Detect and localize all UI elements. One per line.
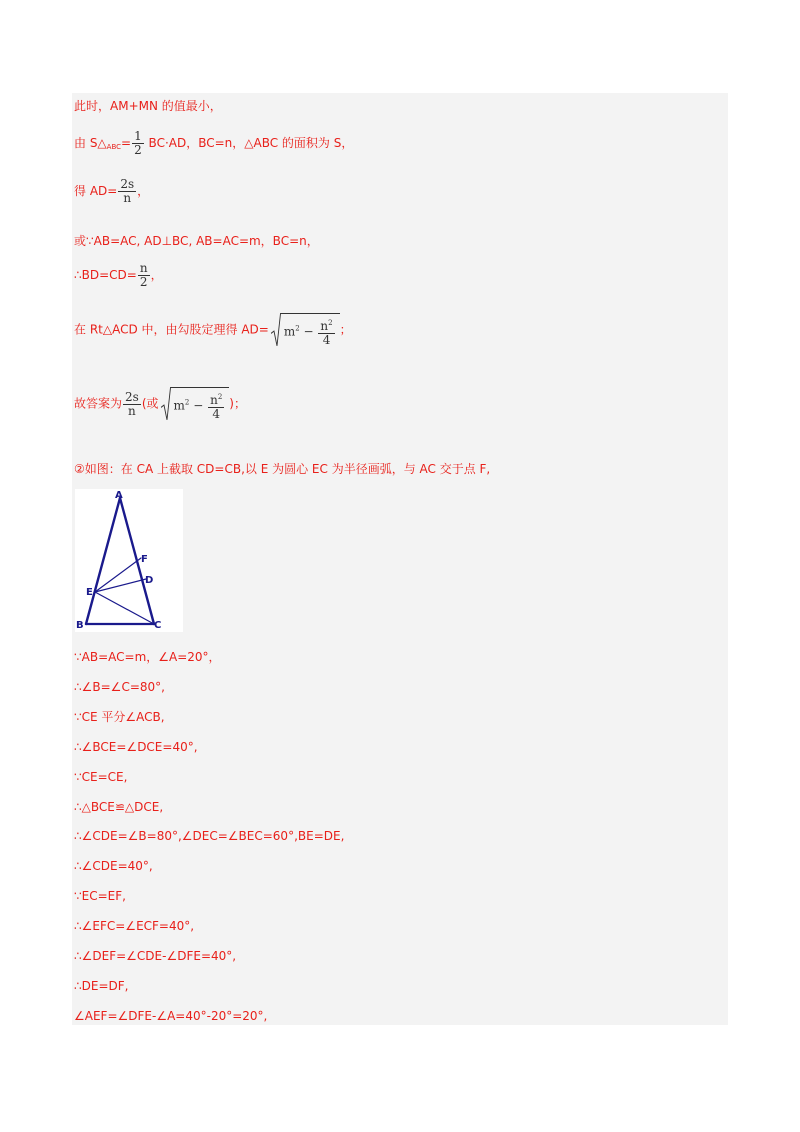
triangle-diagram [75, 489, 183, 632]
label-c: C [154, 620, 162, 631]
text-line-7: 故答案为 $\frac{2s}{n}$ (或 $m^2$ − $\frac{n^2}{4}$ )； [74, 387, 246, 421]
text-line-20: ∴DE=DF, [74, 979, 129, 993]
triangle-figure [75, 489, 183, 632]
fraction-2s-over-n: $\frac{2s}{n}$ [120, 177, 135, 205]
text-line-2: 由 $S\triangle_{ABC}=$ $\frac{1}{2}$ BC·AD，BC=n，△ABC 的面积为 S， [74, 129, 354, 157]
text-line-17: ∵EC=EF, [74, 889, 126, 903]
text-line-4: 或∵AB=AC, AD⊥BC, AB=AC=m，BC=n， [74, 234, 319, 248]
text-line-8: ②如图：在 CA 上截取 CD=CB,以 E 为圆心 EC 为半径画弧，与 AC 交于点 F, [74, 462, 491, 476]
text-line-11: ∵CE 平分∠ACB, [74, 710, 165, 724]
radical-sign-icon [271, 313, 281, 347]
fraction-one-half: $\frac{1}{2}$ [134, 129, 142, 157]
text-line-19: ∴∠DEF=∠CDE-∠DFE=40°, [74, 949, 237, 963]
text-line-16: ∴∠CDE=40°, [74, 859, 153, 873]
text-line-6: 在 Rt△ACD 中，由勾股定理得 AD= $m^2$ − $\frac{n^2}{4}$ ； [74, 313, 352, 347]
sqrt-expression-answer: $m^2$ − $\frac{n^2}{4}$ [161, 387, 230, 421]
sqrt-expression: $m^2$ − $\frac{n^2}{4}$ [271, 313, 340, 347]
text-line-1: 此时，AM+MN 的值最小， [74, 99, 222, 113]
text-line-10: ∴∠B=∠C=80°, [74, 680, 165, 694]
text-line-15: ∴∠CDE=∠B=80°,∠DEC=∠BEC=60°,BE=DE, [74, 829, 345, 843]
subscript-abc: ABC [106, 143, 122, 151]
radical-sign-icon [161, 387, 171, 421]
text-line-18: ∴∠EFC=∠ECF=40°, [74, 919, 195, 933]
text-line-9: ∵AB=AC=m，∠A=20°， [74, 650, 221, 664]
text-line-14: ∴△BCE≌△DCE, [74, 800, 164, 814]
text-line-13: ∵CE=CE, [74, 770, 128, 784]
label-a: A [115, 490, 123, 501]
text-line-21: ∠AEF=∠DFE-∠A=40°-20°=20°, [74, 1009, 268, 1023]
text-line-12: ∴∠BCE=∠DCE=40°, [74, 740, 198, 754]
label-e: E [86, 587, 93, 598]
label-b: B [76, 620, 84, 631]
text-line-5: ∴BD=CD= $\frac{n}{2}$ ， [74, 261, 163, 289]
label-d: D [145, 575, 154, 586]
fraction-2s-over-n-answer: $\frac{2s}{n}$ [125, 389, 139, 418]
text-line-3: 得 AD= $\frac{2s}{n}$ ， [74, 177, 150, 205]
fraction-n-over-2: $\frac{n}{2}$ [139, 261, 148, 289]
label-f: F [141, 554, 148, 565]
